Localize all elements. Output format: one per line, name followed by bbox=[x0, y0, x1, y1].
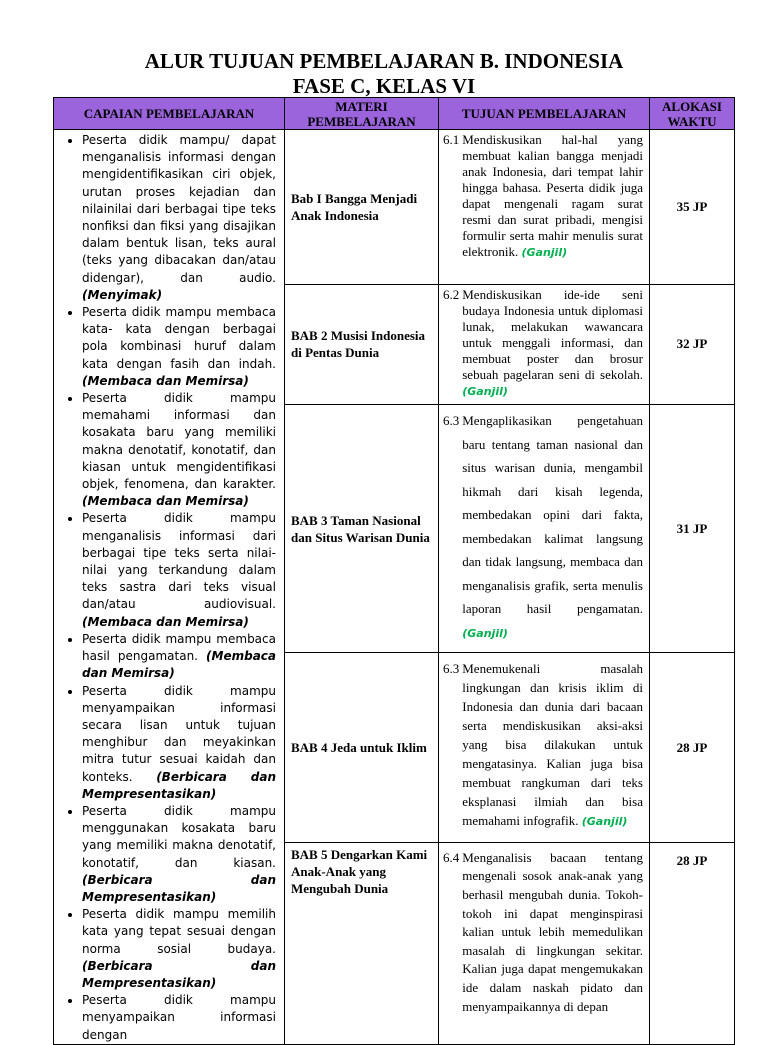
capaian-tag: (Membaca dan Memirsa) bbox=[82, 373, 249, 388]
capaian-tag: (Membaca dan Memirsa) bbox=[82, 649, 276, 681]
alokasi-cell: 35 JP bbox=[650, 130, 735, 285]
capaian-text: Peserta didik mampu memilih kata yang tepat sesuai dengan norma sosial budaya. bbox=[82, 907, 276, 956]
list-item bbox=[82, 906, 276, 992]
tujuan-cell bbox=[439, 405, 650, 653]
capaian-list bbox=[58, 132, 276, 1044]
capaian-text: Peserta didik mampu memahami informasi dan kosakata baru yang memiliki makna denotatif, konotatif, dan kiasan untuk mengidentifikasi objek, fenomena, dan karakter. bbox=[82, 391, 276, 492]
table-header-row bbox=[54, 98, 735, 130]
page-title: ALUR TUJUAN PEMBELAJARAN B. INDONESIA bbox=[144, 49, 624, 73]
table-row bbox=[54, 130, 735, 285]
curriculum-table bbox=[53, 97, 735, 1045]
semester-label: (Ganjil) bbox=[521, 246, 568, 259]
tujuan-cell bbox=[439, 653, 650, 843]
tujuan-number: 6.3 bbox=[443, 413, 460, 429]
tujuan-cell bbox=[439, 842, 650, 1044]
capaian-tag: (Menyimak) bbox=[82, 287, 163, 302]
capaian-text: Peserta didik mampu menganalisis informasi dari berbagai tipe teks serta nilai-nilai yang terkandung dalam teks sastra dari teks visual dan/atau audiovisual. bbox=[82, 511, 276, 612]
capaian-text: Peserta didik mampu menggunakan kosakata baru yang memiliki makna denotatif, konotatif, dan kiasan. bbox=[82, 803, 276, 870]
alokasi-cell: 32 JP bbox=[650, 284, 735, 405]
page-subtitle: FASE C, KELAS VI bbox=[292, 74, 476, 98]
capaian-text: Peserta didik mampu/ dapat menganalisis informasi dengan mengidentifikasikan ciri objek, urutan proses kejadian dan nilainilai dari berbagai tipe teks nonfiksi dan fiksi yang disajikan dalam bentuk lisan, teks aural (teks yang dibacakan dan/atau didengar), dan audio. bbox=[82, 133, 276, 285]
capaian-text: Peserta didik mampu membaca kata- kata dengan berbagai pola kombinasi huruf dalam kata dengan fasih dan indah. bbox=[82, 305, 276, 371]
header-alokasi: ALOKASI WAKTU bbox=[650, 98, 735, 130]
list-item bbox=[82, 390, 276, 510]
materi-cell: BAB 2 Musisi Indonesia di Pentas Dunia bbox=[285, 284, 439, 405]
list-item bbox=[82, 132, 276, 304]
capaian-cell bbox=[54, 130, 285, 1045]
capaian-text: Peserta didik mampu menyampaikan informasi secara lisan untuk tujuan menghibur dan meyakinkan mitra tutur sesuai kaidah dan konteks. bbox=[82, 683, 276, 784]
tujuan-text: Mendiskusikan hal-hal yang membuat kalian bangga menjadi anak Indonesia, dari tempat lahir hingga bahasa. Peserta didik juga dapat mengenali ragam surat resmi dan surat pribadi, mengisi formulir serta mahir menulis surat elektronik. bbox=[462, 132, 643, 259]
list-item bbox=[82, 510, 276, 630]
tujuan-cell bbox=[439, 130, 650, 285]
capaian-tag: (Berbicara dan Mempresentasikan) bbox=[82, 958, 276, 990]
materi-cell: BAB 3 Taman Nasional dan Situs Warisan Dunia bbox=[285, 405, 439, 653]
capaian-text: Peserta didik mampu menyampaikan informasi dengan bbox=[82, 993, 276, 1042]
list-item bbox=[82, 304, 276, 390]
list-item bbox=[82, 631, 276, 683]
capaian-tag: (Berbicara dan Mempresentasikan) bbox=[82, 769, 276, 801]
alokasi-cell: 28 JP bbox=[650, 842, 735, 1044]
tujuan-text: Mendiskusikan ide-ide seni budaya Indonesia untuk diplomasi lunak, melakukan wawancara untuk menggali informasi, dan membuat poster dan brosur sebuah pagelaran seni di sekolah. bbox=[462, 286, 643, 382]
semester-label: (Ganjil) bbox=[581, 815, 628, 829]
tujuan-number: 6.1 bbox=[443, 132, 460, 147]
list-item bbox=[82, 803, 276, 906]
capaian-tag: (Membaca dan Memirsa) bbox=[82, 614, 249, 629]
alokasi-cell: 31 JP bbox=[650, 405, 735, 653]
list-item bbox=[82, 683, 276, 803]
list-item bbox=[82, 992, 276, 1044]
capaian-text: Peserta didik mampu membaca hasil pengamatan. bbox=[82, 631, 276, 664]
tujuan-text: Menemukenali masalah lingkungan dan krisis iklim di Indonesia dan dunia dari bacaan serta mendiskusikan aksi-aksi yang bisa dilakukan untuk mengatasinya. Kalian juga bisa membuat rangkuman dari teks eksplanasi ilmiah dan bisa memahami infografik. bbox=[462, 661, 643, 829]
header-capaian: CAPAIAN PEMBELAJARAN bbox=[54, 98, 285, 130]
tujuan-number: 6.4 bbox=[443, 849, 460, 865]
materi-cell: BAB 4 Jeda untuk Iklim bbox=[285, 653, 439, 843]
header-materi: MATERI PEMBELAJARAN bbox=[285, 98, 439, 130]
tujuan-text: Menganalisis bacaan tentang mengenali sosok anak-anak yang berhasil mengubah dunia. Tokoh-tokoh ini dapat menginspirasi kalian untuk lebih memedulikan masalah di lingkungan sekitar. Kalian juga dapat mengemukakan ide dalam naskah pidato dan menyampaikannya di depan bbox=[462, 849, 643, 1014]
tujuan-number: 6.3 bbox=[443, 661, 460, 677]
capaian-tag: (Berbicara dan Mempresentasikan) bbox=[82, 872, 276, 904]
tujuan-number: 6.2 bbox=[443, 286, 460, 302]
tujuan-cell bbox=[439, 284, 650, 405]
tujuan-text: Mengaplikasikan pengetahuan baru tentang taman nasional dan situs warisan dunia, mengambil hikmah dari kisah legenda, membedakan opini dari fakta, membedakan kalimat langsung dan tidak langsung, membaca dan menganalisis grafik, serta menulis laporan hasil pengamatan. bbox=[462, 413, 643, 617]
capaian-tag: (Membaca dan Memirsa) bbox=[82, 494, 249, 509]
materi-cell: Bab I Bangga Menjadi Anak Indonesia bbox=[285, 130, 439, 285]
header-tujuan: TUJUAN PEMBELAJARAN bbox=[439, 98, 650, 130]
semester-label: (Ganjil) bbox=[462, 384, 508, 398]
semester-label: (Ganjil) bbox=[462, 626, 508, 640]
materi-cell: BAB 5 Dengarkan Kami Anak-Anak yang Mengubah Dunia bbox=[285, 842, 439, 1044]
alokasi-cell: 28 JP bbox=[650, 653, 735, 843]
